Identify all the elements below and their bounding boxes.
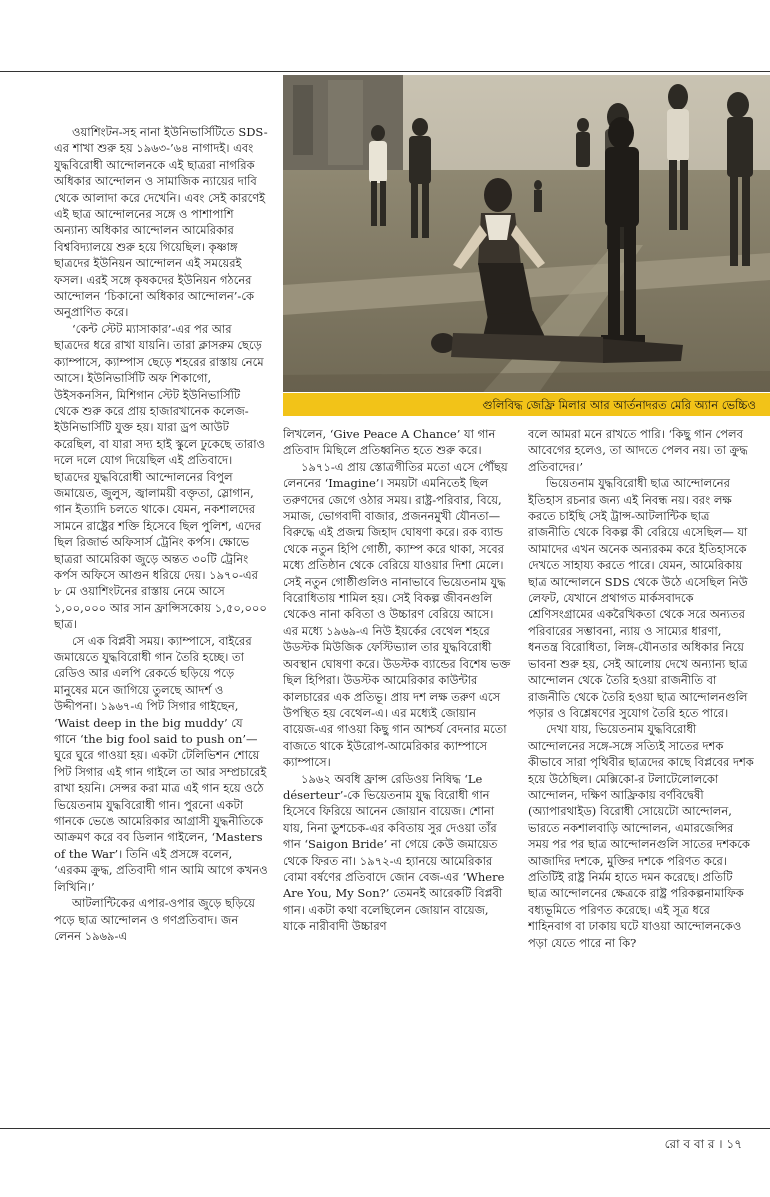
photo-caption: গুলিবিদ্ধ জেফ্রি মিলার আর আর্তনাদরত মেরি অ্যান ভেচ্চিও xyxy=(283,392,770,416)
photo-illustration xyxy=(283,75,770,416)
paragraph: আটলান্টিকের এপার-ওপার জুড়ে ছড়িয়ে পড়ে ছাত্র আন্দোলন ও গণপ্রতিবাদ। জন লেনন ১৯৬৯-এ xyxy=(54,896,255,943)
article-column-1 xyxy=(54,124,268,1124)
article-column-3 xyxy=(528,426,754,1124)
top-rule xyxy=(0,71,770,72)
paragraph: লিখলেন, ‘Give Peace A Chance’ যা গান প্রতিবাদ মিছিলে প্রতিধ্বনিত হতে শুরু করে। xyxy=(283,427,496,458)
paragraph: ১৯৭১-এ প্রায় স্তোত্রগীতির মতো এসে পৌঁছয় লেননের ‘Imagine’। সময়টা এমনিতেই ছিল তরুণদের জেগে ওঠার সময়। রাষ্ট্র-পরিবার, বিয়ে, সমাজ, ভোগবাদী বাজার, প্রজননমুখী যৌনতা— বিরুদ্ধে এই প্রজন্ম জিহাদ ঘোষণা করে। রক ব্যান্ড থেকে নতুন হিপি গোষ্ঠী, ক্যাম্প করে থাকা, সবের মধ্যে প্রতিষ্ঠান থেকে বেরিয়ে যাওয়ার দিশা মেলে। সেই নতুন গোষ্ঠীগুলিও নানাভাবে ভিয়েতনাম যুদ্ধ বিরোধিতায় শামিল হয়। সেই বিকল্প জীবনগুলি থেকেও নানা কবিতা ও উচ্চারণ বেরিয়ে আসে। এর মধ্যে ১৯৬৯-এ নিউ ইয়র্কের বেথেল শহরে উডস্টক মিউজিক ফেস্টিভ্যাল তার যুদ্ধবিরোধী অবস্থান ঘোষণা করে। উডস্টক ব্যান্ডের বিশেষ ভক্ত ছিল হিপিরা। উডস্টক আমেরিকার কাউন্টার কালচারের এক প্রতিভূ। প্রায় দশ লক্ষ তরুণ এসে উপস্থিত হয় বেথেল-এ। এর মধ্যেই জোয়ান বায়েজ-এর গাওয়া কিছু গান আশ্চর্য বেদনার মতো বাজতে থাকে ইউরোপ-আমেরিকার ক্যাম্পাসে ক্যাম্পাসে। xyxy=(283,459,511,770)
page-footer: রো ব বা র । ১৭ xyxy=(664,1137,742,1151)
paragraph: সে এক বিপ্লবী সময়। ক্যাম্পাসে, বাইরের জমায়েতে যুদ্ধবিরোধী গান তৈরি হচ্ছে। তা রেডিও আর এলপি রেকর্ডে ছড়িয়ে পড়ে মানুষের মনে জাগিয়ে তুলছে আদর্শ ও উদ্দীপনা। ১৯৬৭-এ পিট সিগার গাইছেন, ‘Waist deep in the big muddy’ যে গানে ‘the big fool said to push on’— ঘুরে ঘুরে গাওয়া হয়। একটা টেলিভিশন শোয়ে পিট সিগার এই গান গাইলে তা আর সম্প্রচারেই রাখা হয়নি। সেন্সর করা মাত্র এই গান হয়ে ওঠে ভিয়েতনাম যুদ্ধবিরোধী গান। পুরনো একটা গানকে ভেঙে আমেরিকার আগ্রাসী যুদ্ধনীতিকে আক্রমণ করে বব ডিলান গাইলেন, ‘Masters of the War’। তিনি এই প্রসঙ্গে বলেন, ‘এরকম ক্রুদ্ধ, প্রতিবাদী গান আমি আগে কখনও লিখিনি।’ xyxy=(54,633,268,894)
paragraph: ‘কেন্ট স্টেট ম্যাসাকার’-এর পর আর ছাত্রদের ধরে রাখা যায়নি। তারা ক্লাসরুম ছেড়ে ক্যাম্পাসে, ক্যাম্পাস ছেড়ে শহরের রাস্তায় নেমে আসে। ইউনিভার্সিটি অফ শিকাগো, উইসকনসিন, মিশিগান স্টেট ইউনিভার্সিটি থেকে শুরু করে প্রায় হাজারখানেক কলেজ-ইউনিভার্সিটি যুক্ত হয়। যারা ড্রপ আউট করেছিল, বা যারা সদ্য হাই স্কুলে ঢুকেছে তারাও দলে দলে যোগ দিয়েছিল এই প্রতিবাদে। ছাত্রদের যুদ্ধবিরোধী আন্দোলনের বিপুল জমায়েত, জুলুস, জ্বালাময়ী বক্তৃতা, স্লোগান, গান ইত্যাদি চলতে থাকে। যেমন, নকশালদের সামনে রাষ্ট্রের শক্তি হিসেবে ছিল পুলিশ, এদের ছিল রিজার্ভ অফিসার্স ট্রেনিং কর্পস। ক্ষোভে ছাত্ররা আমেরিকা জুড়ে অন্তত ৩০টি ট্রেনিং কর্পস অফিসে আগুন ধরিয়ে দেয়। ১৯৭০-এর ৮ মে ওয়াশিংটনের রাস্তায় নেমে আসে ১,০০,০০০ আর সান ফ্রান্সিসকোয় ১,৫০,০০০ ছাত্র। xyxy=(54,321,267,632)
paragraph: দেখা যায়, ভিয়েতনাম যুদ্ধবিরোধী আন্দোলনের সঙ্গে-সঙ্গে সত্যিই সাতের দশক কীভাবে সারা পৃথিবীর ছাত্রদের কাছে বিপ্লবের দশক হয়ে উঠেছিল। মেক্সিকো-র টলাটেলোলকো আন্দোলন, দক্ষিণ আফ্রিকায় বর্ণবিদ্বেষী (অ্যাপারথাইড) বিরোধী সোয়েটো আন্দোলন, ভারতে নকশালবাড়ি আন্দোলন, এমারজেন্সির সময় পর পর ছাত্র আন্দোলনগুলি সাতের দশককে আজাদির দশকে, মুক্তির দশকে পরিণত করে। প্রতিটিই রাষ্ট্র নির্মম হাতে দমন করেছে। প্রতিটি ছাত্র আন্দোলনের ক্ষেত্রকে রাষ্ট্র পরিকল্পনামাফিক বধ্যভূমিতে পরিণত করেছে। এই সূত্র ধরে শাহিনবাগ বা ঢাকায় ঘটে যাওয়া আন্দোলনকেও পড়া যেতে পারে না কি? xyxy=(528,722,754,950)
news-photo xyxy=(283,75,770,416)
paragraph: ওয়াশিংটন-সহ নানা ইউনিভার্সিটিতে SDS-এর শাখা শুরু হয় ১৯৬৩-’৬৪ নাগাদই। এবং যুদ্ধবিরোধী আন্দোলনকে এই ছাত্ররা নাগরিক অধিকার আন্দোলন ও সামাজিক ন্যায়ের দাবি থেকে আলাদা করে দেখেনি। এবং সেই কারণেই এই ছাত্র আন্দোলনের সঙ্গে ও পাশাপাশি অন্যান্য অধিকার আন্দোলন আমেরিকার বিশ্ববিদ্যালয়ে শুরু হয়ে গিয়েছিল। কৃষ্ণাঙ্গ ছাত্রদের ইউনিয়ন আন্দোলন এই সময়েরই ফসল। এরই সঙ্গে কৃষকদের ইউনিয়ন গঠনের আন্দোলন ‘চিকানো অধিকার আন্দোলন’-কে অনুপ্রাণিত করে। xyxy=(54,125,268,320)
bottom-rule xyxy=(0,1128,770,1129)
article-column-2 xyxy=(283,426,511,1124)
paragraph: ১৯৬২ অবধি ফ্রান্স রেডিওয় নিষিদ্ধ ‘Le déserteur’-কে ভিয়েতনাম যুদ্ধ বিরোধী গান হিসেবে ফিরিয়ে আনেন জোয়ান বায়েজ। শোনা যায়, নিনা ডুশচেক-এর কবিতায় সুর দেওয়া তাঁর গান ‘Saigon Bride’ না গেয়ে কেউ জমায়েত থেকে ফিরত না। ১৯৭২-এ হ্যানয়ে আমেরিকার বোমা বর্ষণের প্রতিবাদে জোন বেজ-এর ‘Where Are You, My Son?’ তেমনই আরেকটি বিপ্লবী গান। একটা কথা বলেছিলেন জোয়ান বায়েজ, যাকে নারীবাদী উচ্চারণ xyxy=(283,771,505,934)
paragraph: ভিয়েতনাম যুদ্ধবিরোধী ছাত্র আন্দোলনের ইতিহাস রচনার জন্য এই নিবন্ধ নয়। বরং লক্ষ করতে চাইছি সেই ট্রান্স-আটলান্টিক ছাত্র রাজনীতি থেকে বিকল্প কী বেরিয়ে এসেছিল— যা আমাদের এখন অনেক অন্যরকম করে ইতিহাসকে দেখতে সাহায্য করতে পারে। যেমন, আমেরিকায় ছাত্র আন্দোলনে SDS থেকে উঠে এসেছিল নিউ লেফট, যেখানে প্রথাগত মার্কসবাদকে শ্রেণিসংগ্রামের একরৈখিকতা থেকে সরে অন্যতর পরিবারের সম্ভাবনা, ন্যায় ও সাম্যের ধারণা, ধনতন্ত্র বিরোধিতা, লিঙ্গ-যৌনতার অধিকার নিয়ে ভাবনা শুরু হয়, সেই আলোয় দেখে অন্যান্য ছাত্র আন্দোলন থেকে তৈরি হওয়া রাজনীতি বা রাজনীতি থেকে তৈরি হওয়া ছাত্র আন্দোলনগুলি পড়ার ও বিশ্লেষণের সুযোগ তৈরি হতে পারে। xyxy=(528,476,748,720)
paragraph: বলে আমরা মনে রাখতে পারি। ‘কিছু গান পেলব আবেগের হলেও, তা আদতে পেলব নয়। তা ক্রুদ্ধ প্রতিবাদের।’ xyxy=(528,427,748,474)
